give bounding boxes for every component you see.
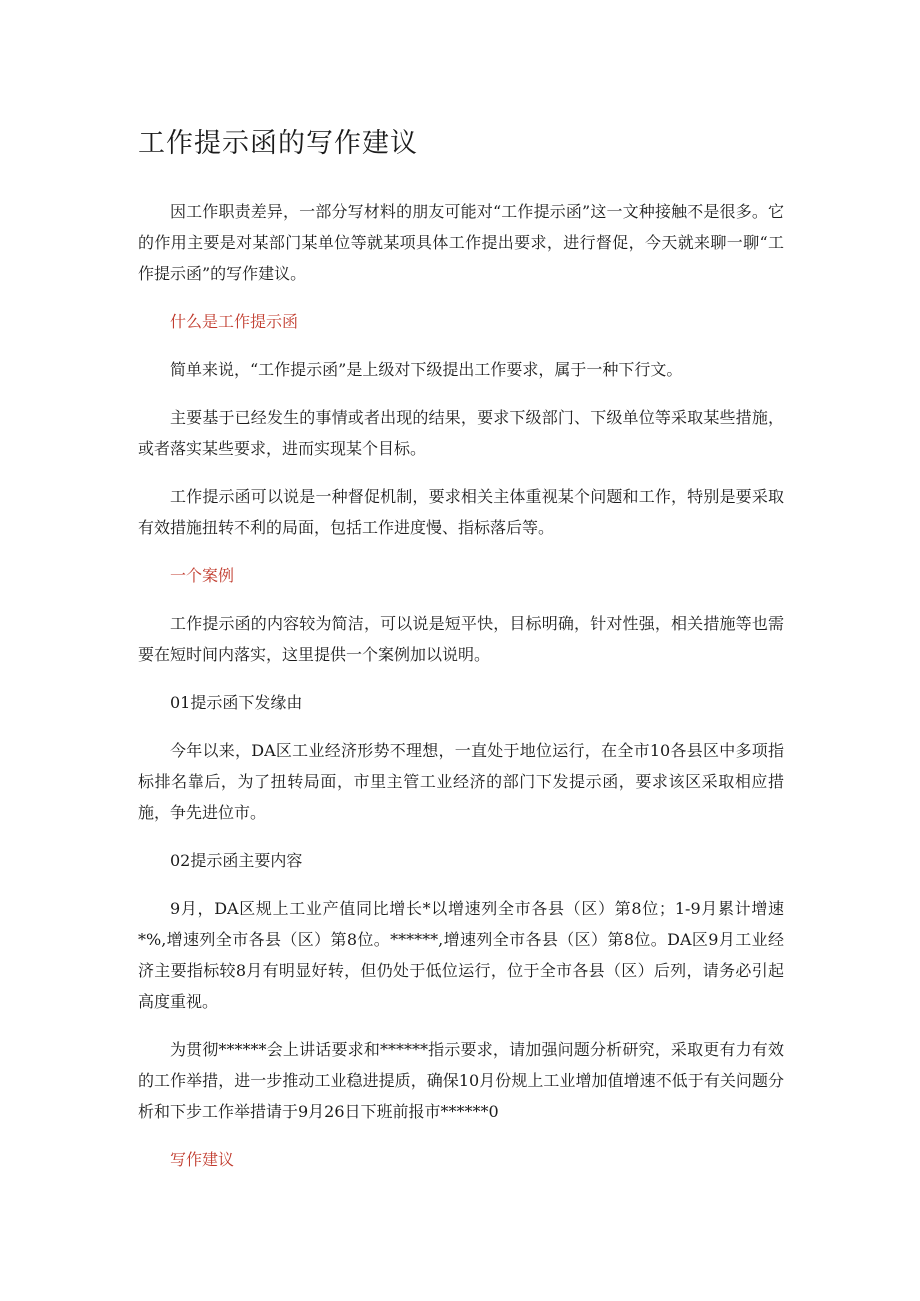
subheading-reason: 01提示函下发缘由 [170, 693, 303, 712]
section-heading-writing-advice: 写作建议 [170, 1150, 235, 1169]
paragraph-definition: 简单来说，“工作提示函”是上级对下级提出工作要求，属于一种下行文。 [170, 360, 683, 379]
subheading-content: 02提示函主要内容 [170, 851, 303, 870]
paragraph-reason: 今年以来，DA区工业经济形势不理想，一直处于地位运行，在全市10各县区中多项指标排名靠后，为了扭转局面，市里主管工业经济的部门下发提示函，要求该区采取相应措施，争先进位市。 [138, 741, 784, 822]
paragraph-content-requirements: 为贯彻******会上讲话要求和******指示要求，请加强问题分析研究，采取更有力有效的工作举措，进一步推动工业稳进提质，确保10月份规上工业增加值增速不低于有关问题分析和下步工作举措请于9月26日下班前报市******0 [138, 1040, 784, 1121]
document-page [138, 118, 784, 1192]
paragraph-mechanism: 工作提示函可以说是一种督促机制，要求相关主体重视某个问题和工作，特别是要采取有效措施扭转不利的局面，包括工作进度慢、指标落后等。 [138, 487, 784, 537]
intro-paragraph: 因工作职责差异，一部分写材料的朋友可能对“工作提示函”这一文种接触不是很多。它的作用主要是对某部门某单位等就某项具体工作提出要求，进行督促，今天就来聊一聊“工作提示函”的写作建议。 [138, 202, 784, 283]
section-heading-case: 一个案例 [170, 566, 235, 585]
section-heading-what-is: 什么是工作提示函 [170, 312, 299, 331]
paragraph-case-intro: 工作提示函的内容较为简洁，可以说是短平快，目标明确，针对性强，相关措施等也需要在短时间内落实，这里提供一个案例加以说明。 [138, 614, 784, 664]
paragraph-basis: 主要基于已经发生的事情或者出现的结果，要求下级部门、下级单位等采取某些措施，或者落实某些要求，进而实现某个目标。 [138, 408, 784, 458]
document-title: 工作提示函的写作建议 [138, 128, 418, 159]
paragraph-content-stats: 9月，DA区规上工业产值同比增长*以增速列全市各县（区）第8位；1-9月累计增速*%,增速列全市各县（区）第8位。******,增速列全市各县（区）第8位。DA区9月工业经济主要指标较8月有明显好转，但仍处于低位运行，位于全市各县（区）后列，请务必引起高度重视。 [138, 899, 784, 1011]
